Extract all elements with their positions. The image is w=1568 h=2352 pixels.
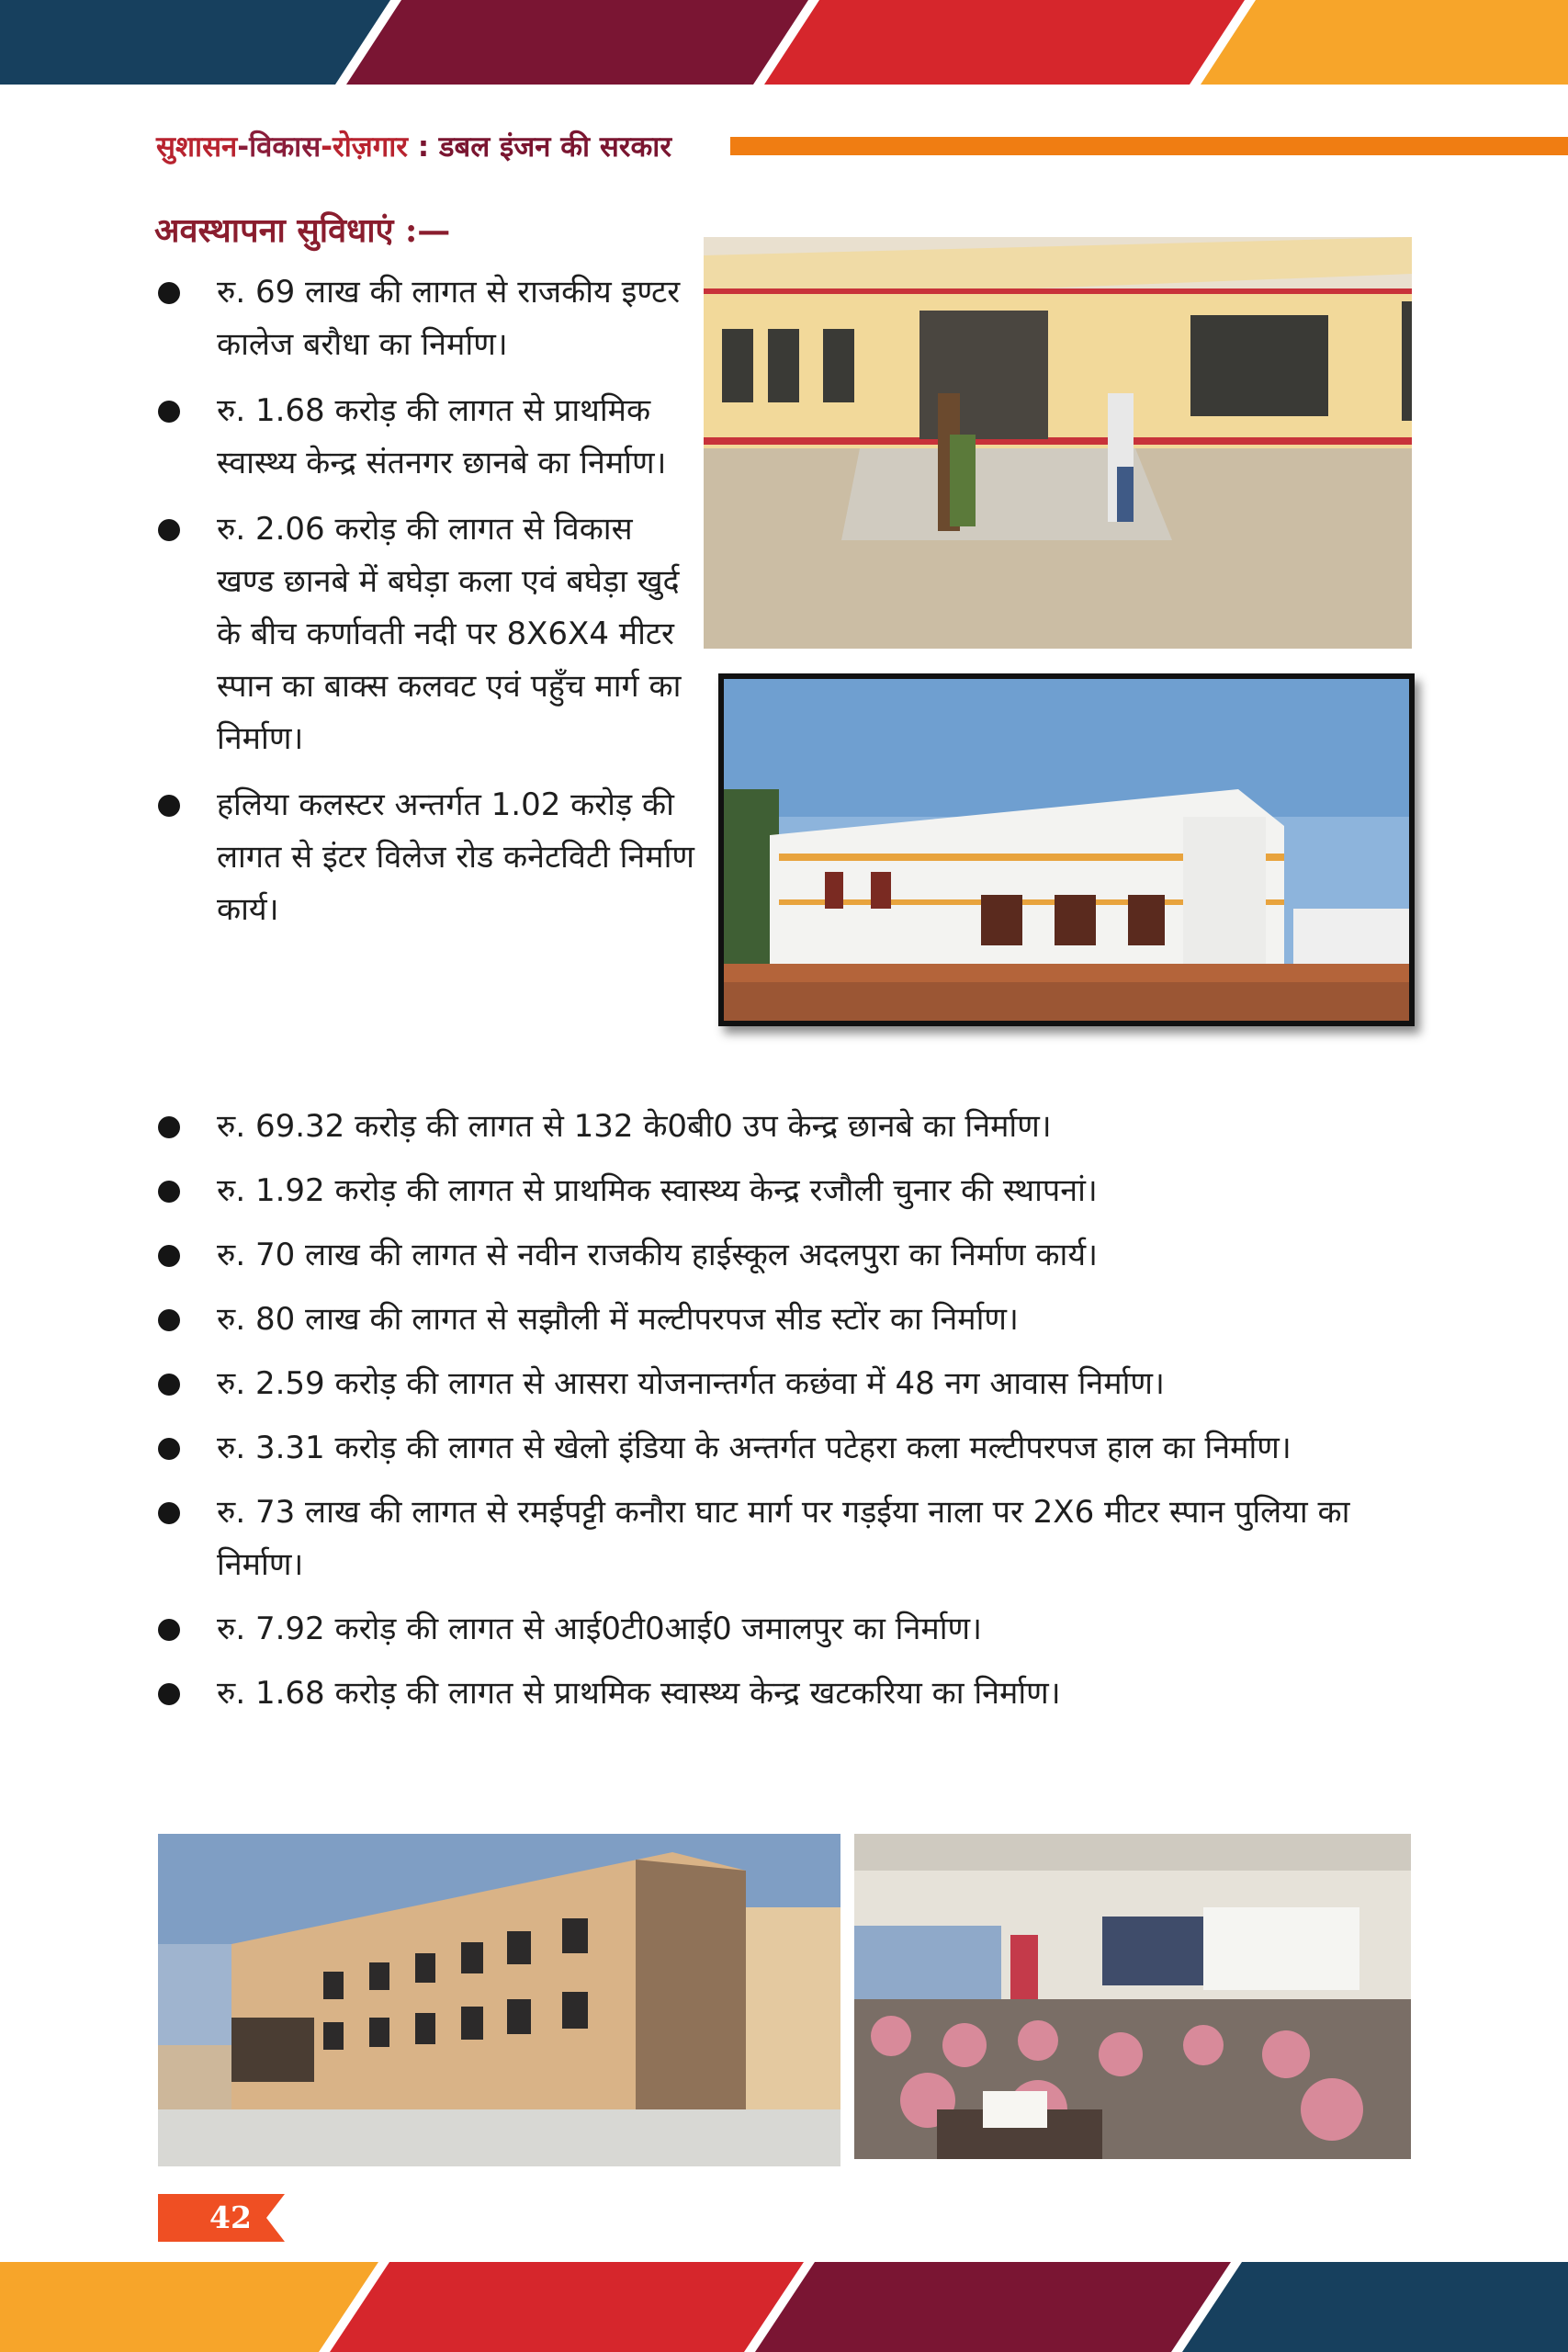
bullet-icon <box>158 1116 180 1138</box>
infrastructure-list-top <box>154 266 696 950</box>
header-rule <box>730 137 1568 155</box>
page-header <box>156 124 1415 170</box>
list-item: रु. 1.92 करोड़ की लागत से प्राथमिक स्वास्थ्य केन्द्र रजौली चुनार की स्थापनां। <box>154 1165 1390 1217</box>
bullet-icon <box>158 1438 180 1460</box>
bullet-icon <box>158 1374 180 1396</box>
bullet-icon <box>158 401 180 423</box>
list-item: रु. 70 लाख की लागत से नवीन राजकीय हाईस्कूल अदलपुरा का निर्माण कार्य। <box>154 1229 1390 1282</box>
bullet-icon <box>158 795 180 817</box>
list-item: रु. 1.68 करोड़ की लागत से प्राथमिक स्वास्थ्य केन्द्र संतनगर छानबे का निर्माण। <box>154 385 696 490</box>
list-item: रु. 2.06 करोड़ की लागत से विकास खण्ड छानबे में बघेड़ा कला एवं बघेड़ा खुर्द के बीच कर्णावती नदी पर 8X6X4 मीटर स्पान का बाक्स कलवट एवं पहुँच मार्ग का निर्माण। <box>154 503 696 765</box>
list-item: रु. 3.31 करोड़ की लागत से खेलो इंडिया के अन्तर्गत पटेहरा कला मल्टीपरपज हाल का निर्माण। <box>154 1422 1390 1475</box>
section-title: अवस्थापना सुविधाएं :— <box>154 211 451 250</box>
institute-building-photo <box>158 1834 840 2166</box>
bullet-icon <box>158 1309 180 1331</box>
list-item: रु. 69 लाख की लागत से राजकीय इण्टर कालेज बरौधा का निर्माण। <box>154 266 696 371</box>
list-item: रु. 80 लाख की लागत से सझौली में मल्टीपरपज सीड स्टोंर का निर्माण। <box>154 1294 1390 1346</box>
header-title: सुशासन-विकास-रोज़गार : डबल इंजन की सरकार <box>156 130 672 164</box>
bullet-icon <box>158 282 180 304</box>
list-item: रु. 1.68 करोड़ की लागत से प्राथमिक स्वास्थ्य केन्द्र खटकरिया का निर्माण। <box>154 1668 1390 1720</box>
bullet-icon <box>158 1619 180 1641</box>
health-centre-photo <box>718 673 1415 1026</box>
list-item: रु. 73 लाख की लागत से रमईपट्टी कनौरा घाट मार्ग पर गड़ईया नाला पर 2X6 मीटर स्पान पुलिया का निर्माण। <box>154 1487 1390 1591</box>
bullet-icon <box>158 519 180 541</box>
page-number: 42 <box>209 2199 252 2235</box>
top-color-band <box>0 0 1568 85</box>
bullet-icon <box>158 1683 180 1705</box>
bullet-icon <box>158 1181 180 1203</box>
list-item: रु. 7.92 करोड़ की लागत से आई0टी0आई0 जमालपुर का निर्माण। <box>154 1603 1390 1656</box>
list-item: रु. 69.32 करोड़ की लागत से 132 के0बी0 उप केन्द्र छानबे का निर्माण। <box>154 1101 1390 1153</box>
infrastructure-list-full <box>154 1101 1390 1732</box>
bullet-icon <box>158 1245 180 1267</box>
college-building-photo <box>704 237 1412 649</box>
list-item: रु. 2.59 करोड़ की लागत से आसरा योजनान्तर्गत कछंवा में 48 नग आवास निर्माण। <box>154 1358 1390 1410</box>
bullet-icon <box>158 1502 180 1524</box>
classroom-photo <box>854 1834 1411 2159</box>
bottom-color-band <box>0 2262 1568 2352</box>
page-number-tag <box>158 2194 285 2242</box>
list-item: हलिया कलस्टर अन्तर्गत 1.02 करोड़ की लागत से इंटर विलेज रोड कनेटविटी निर्माण कार्य। <box>154 779 696 936</box>
